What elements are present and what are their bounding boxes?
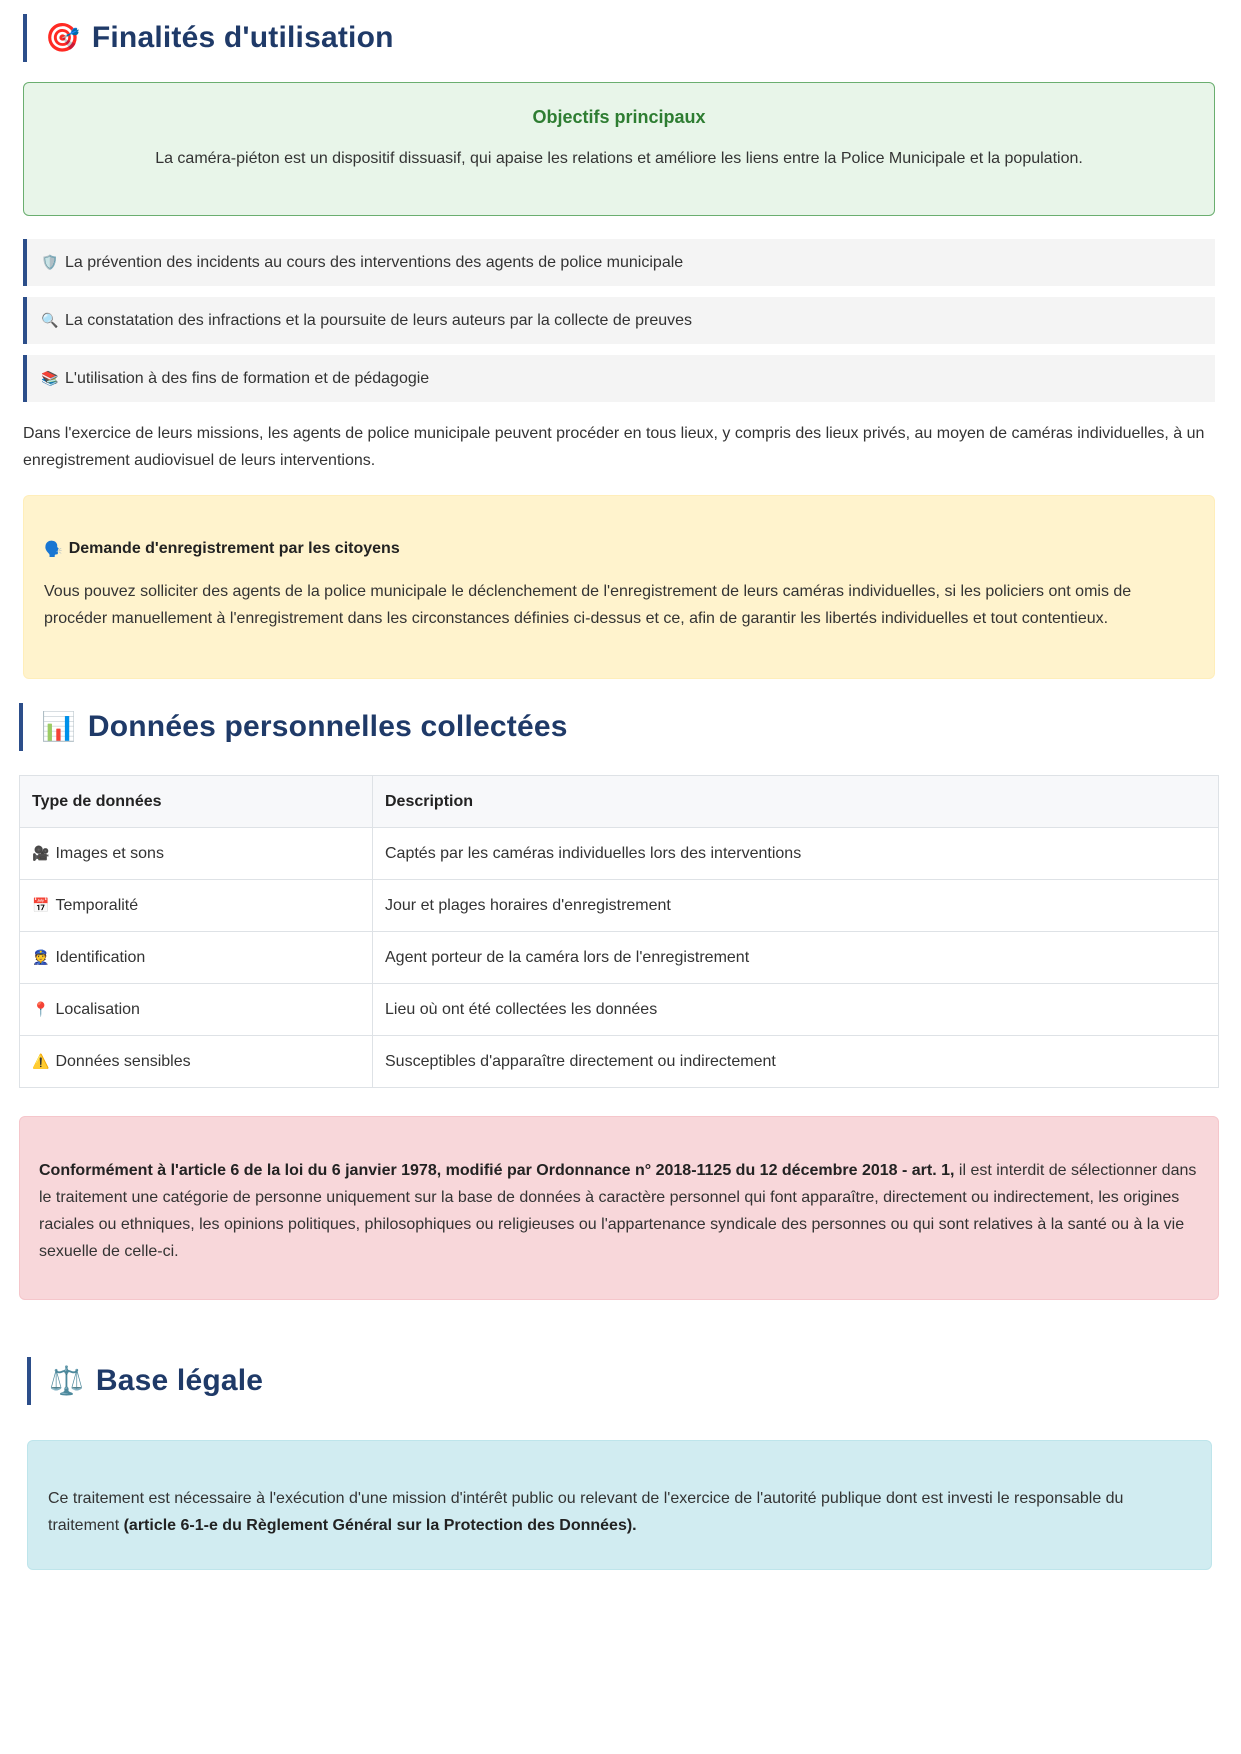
legal-basis-text: Ce traitement est nécessaire à l'exécution d'une mission d'intérêt public ou relevant de l'exercice de l'autorité publique dont est investi le responsable du traitement <box>48 1490 1124 1534</box>
cell-type <box>20 1036 373 1088</box>
table-row <box>20 984 1219 1036</box>
collected-data-table <box>19 775 1219 1088</box>
table-row <box>20 932 1219 984</box>
section-header-base-legale <box>27 1357 263 1405</box>
section-header-donnees <box>19 703 568 751</box>
type-label: Images et sons <box>55 844 164 862</box>
objectives-text: La caméra-piéton est un dispositif dissuasif, qui apaise les relations et améliore les liens entre la Police Municipale et la population. <box>155 150 1083 167</box>
movie-camera-icon: 🎥 <box>32 844 50 861</box>
legal-notice-text: il est interdit de sélectionner dans le traitement une catégorie de personne uniquement sur la base de données à caractère personnel qui font apparaître, directement ou indirectement, les origines raciales ou ethniques, les opinions politiques, philosophiques ou religieuses ou l'appartenance syndicale des personnes ou qui sont relatives à la santé ou à la vie sexuelle de celle-ci. <box>39 1162 1197 1260</box>
purpose-item-formation <box>23 355 1215 402</box>
purpose-item-prevention <box>23 239 1215 286</box>
type-label: Données sensibles <box>55 1052 191 1070</box>
citizen-request-title-row <box>44 540 1194 558</box>
cell-description: Lieu où ont été collectées les données <box>373 984 1219 1036</box>
table-header-row <box>20 776 1219 828</box>
magnifier-icon: 🔍 <box>41 312 59 328</box>
table-row <box>20 880 1219 932</box>
section-title-base-legale: Base légale <box>95 1364 264 1397</box>
objectives-title: Objectifs principaux <box>532 107 706 127</box>
objectives-box <box>23 82 1215 216</box>
cell-type <box>20 984 373 1036</box>
citizen-request-box <box>23 495 1215 679</box>
purpose-text: L'utilisation à des fins de formation et de pédagogie <box>65 369 430 387</box>
legal-basis-reference: (article 6-1-e du Règlement Général sur la Protection des Données). <box>123 1517 637 1534</box>
section-header-finalites <box>23 14 394 62</box>
balance-scale-icon: ⚖️ <box>49 1365 84 1396</box>
legal-notice-box <box>19 1116 1219 1300</box>
column-header-description: Description <box>373 776 1219 828</box>
shield-icon: 🛡️ <box>41 254 59 270</box>
bar-chart-icon: 📊 <box>41 711 76 742</box>
type-label: Localisation <box>55 1000 140 1018</box>
legal-basis-box <box>27 1440 1212 1570</box>
citizen-request-title: Demande d'enregistrement par les citoyens <box>68 540 400 557</box>
table-row <box>20 1036 1219 1088</box>
warning-icon: ⚠️ <box>32 1052 50 1069</box>
cell-type <box>20 880 373 932</box>
section-title-donnees: Données personnelles collectées <box>87 710 568 743</box>
cell-description: Susceptibles d'apparaître directement ou indirectement <box>373 1036 1219 1088</box>
type-label: Identification <box>55 948 146 966</box>
citizen-request-text: Vous pouvez solliciter des agents de la police municipale le déclenchement de l'enregistrement de leurs caméras individuelles, si les policiers ont omis de procéder manuellement à l'enregistrement dans les circonstances définies ci-dessus et ce, afin de garantir les libertés individuelles et tout contentieux. <box>44 583 1132 627</box>
legal-notice-reference: Conformément à l'article 6 de la loi du 6 janvier 1978, modifié par Ordonnance n° 2018-1125 du 12 décembre 2018 - art. 1, <box>39 1162 955 1179</box>
cell-type <box>20 932 373 984</box>
purpose-item-constatation <box>23 297 1215 344</box>
section-title-finalites: Finalités d'utilisation <box>91 21 394 54</box>
pushpin-icon: 📍 <box>32 1000 50 1017</box>
speaking-head-icon: 🗣️ <box>44 541 63 558</box>
type-label: Temporalité <box>55 896 139 914</box>
books-icon: 📚 <box>41 370 59 386</box>
target-icon: 🎯 <box>45 22 80 53</box>
purpose-text: La constatation des infractions et la poursuite de leurs auteurs par la collecte de preuves <box>65 311 693 329</box>
purpose-text: La prévention des incidents au cours des interventions des agents de police municipale <box>65 253 684 271</box>
police-officer-icon: 👮 <box>32 948 50 965</box>
calendar-icon: 📅 <box>32 896 50 913</box>
cell-description: Jour et plages horaires d'enregistrement <box>373 880 1219 932</box>
column-header-type: Type de données <box>20 776 373 828</box>
cell-type <box>20 828 373 880</box>
cell-description: Captés par les caméras individuelles lors des interventions <box>373 828 1219 880</box>
missions-paragraph: Dans l'exercice de leurs missions, les agents de police municipale peuvent procéder en tous lieux, y compris des lieux privés, au moyen de caméras individuelles, à un enregistrement audiovisuel de leurs interventions. <box>23 425 1205 469</box>
table-row <box>20 828 1219 880</box>
cell-description: Agent porteur de la caméra lors de l'enregistrement <box>373 932 1219 984</box>
